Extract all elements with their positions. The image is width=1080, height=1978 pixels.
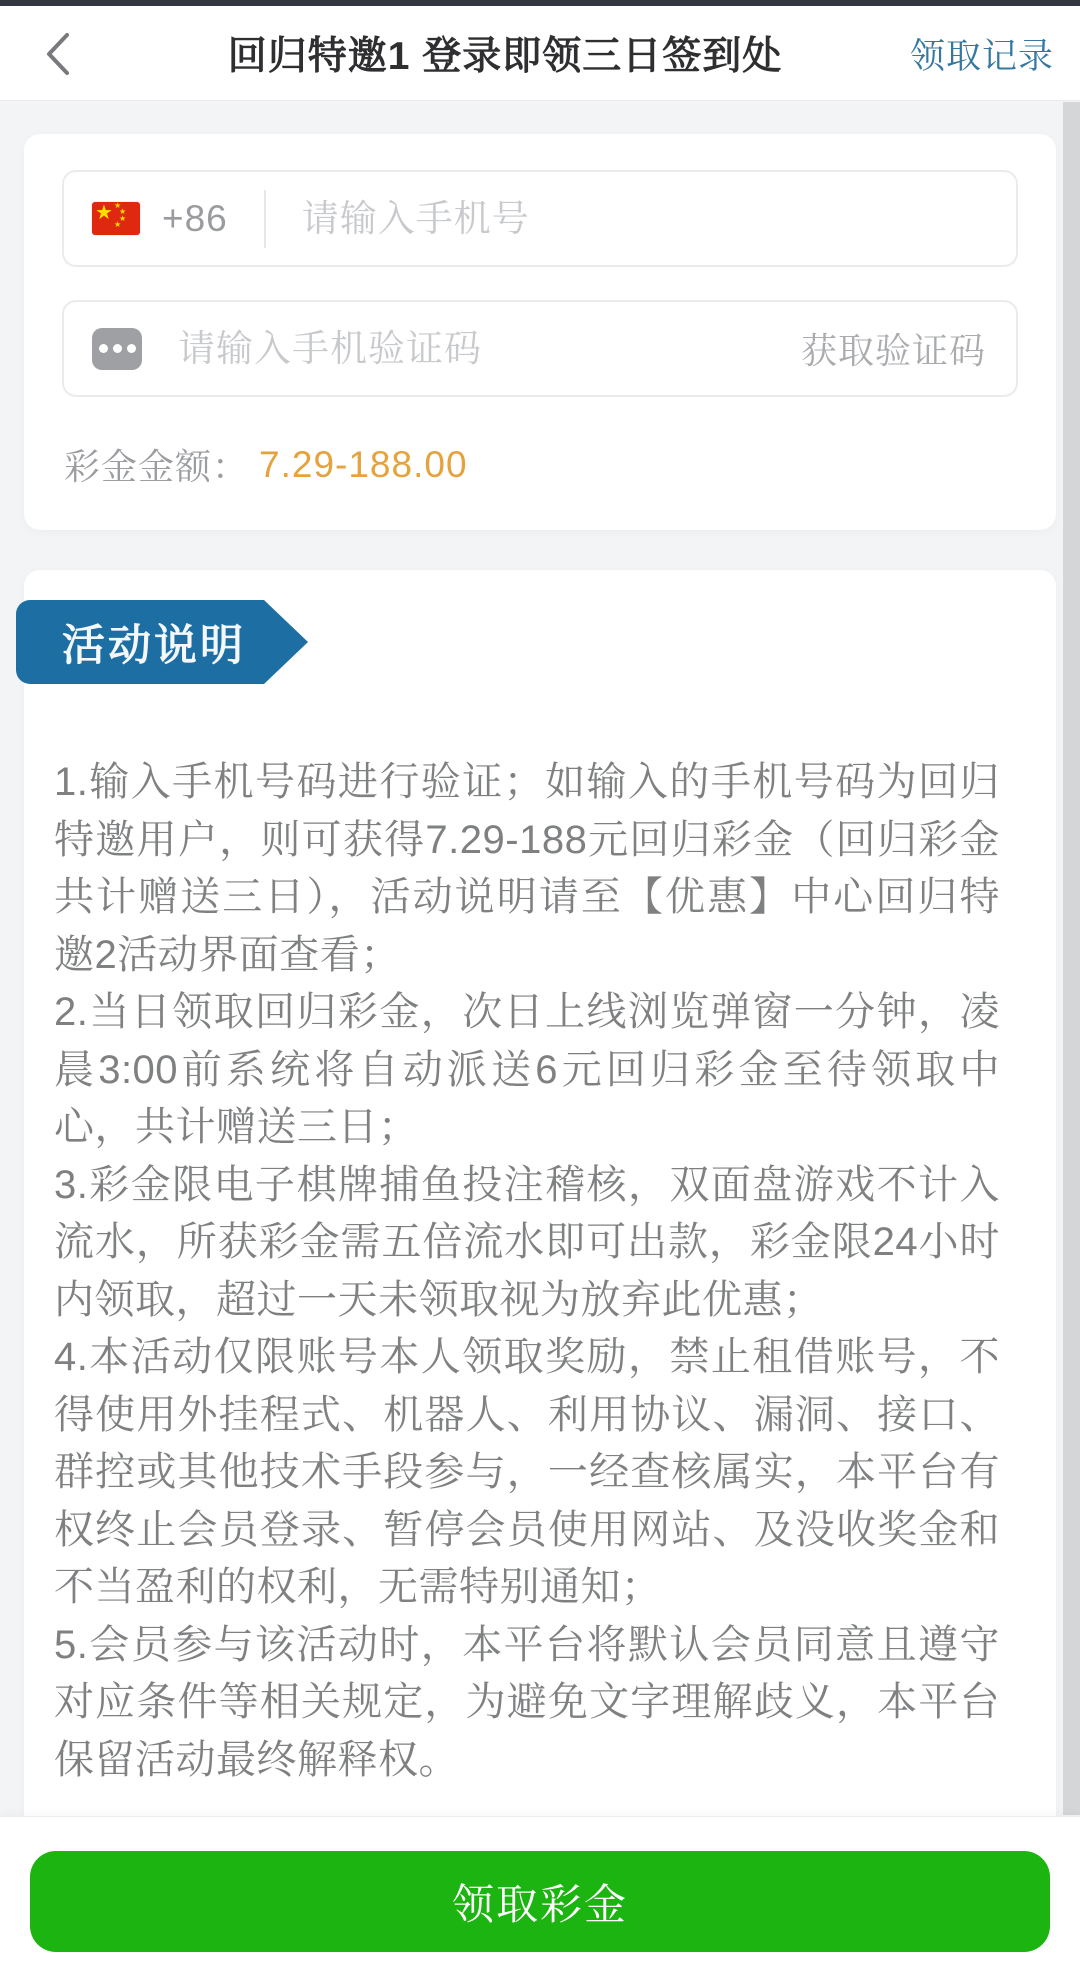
verification-code-icon (92, 328, 142, 370)
rule-paragraph: 5.会员参与该活动时，本平台将默认会员同意且遵守对应条件等相关规定，为避免文字理解歧义，本平台保留活动最终解释权。 (54, 1622, 1000, 1782)
input-divider (264, 190, 266, 248)
scroll-content (0, 102, 1080, 1816)
rule-paragraph: 2.当日领取回归彩金，次日上线浏览弹窗一分钟，凌晨3:00前系统将自动派送6元回归彩金至待领取中心，共计赠送三日； (54, 990, 1000, 1149)
bottom-bar (0, 1816, 1080, 1978)
claim-records-link[interactable]: 领取记录 (909, 36, 1054, 76)
bonus-amount-label: 彩金金额： (64, 446, 250, 487)
rules-ribbon-title: 活动说明 (62, 621, 246, 670)
code-input-box (62, 300, 1018, 397)
bonus-amount-row (62, 439, 1018, 490)
bonus-amount-value: 7.29-188.00 (259, 443, 468, 485)
back-chevron-icon (44, 31, 72, 77)
rules-ribbon (16, 600, 264, 684)
china-flag-icon: ★ ★ ★ ★ ★ (92, 202, 140, 235)
verification-code-input[interactable] (176, 327, 781, 371)
header (0, 6, 1080, 101)
claim-form-card (24, 134, 1056, 530)
activity-rules-card (24, 570, 1056, 1837)
phone-number-input[interactable] (300, 197, 986, 241)
claim-bonus-button[interactable]: 领取彩金 (30, 1851, 1050, 1952)
scrollbar[interactable] (1063, 102, 1080, 1815)
country-code-selector[interactable] (92, 198, 228, 240)
back-button[interactable] (34, 30, 82, 78)
rule-paragraph: 1.输入手机号码进行验证；如输入的手机号码为回归特邀用户，则可获得7.29-188元回归彩金（回归彩金共计赠送三日），活动说明请至【优惠】中心回归特邀2活动界面查看； (54, 760, 1000, 977)
phone-input-box (62, 170, 1018, 267)
rule-paragraph: 4.本活动仅限账号本人领取奖励，禁止租借账号，不得使用外挂程式、机器人、利用协议、漏洞、接口、群控或其他技术手段参与，一经查核属实，本平台有权终止会员登录、暂停会员使用网站、及没收奖金和不当盈利的权利，无需特别通知； (54, 1335, 1000, 1609)
rules-text (54, 754, 1000, 1789)
rule-paragraph: 3.彩金限电子棋牌捕鱼投注稽核，双面盘游戏不计入流水，所获彩金需五倍流水即可出款，彩金限24小时内领取，超过一天未领取视为放弃此优惠； (54, 1162, 1000, 1322)
get-code-button[interactable]: 获取验证码 (800, 330, 986, 371)
country-code-label: +86 (162, 197, 228, 239)
page-title: 回归特邀1 登录即领三日签到处 (227, 35, 783, 78)
